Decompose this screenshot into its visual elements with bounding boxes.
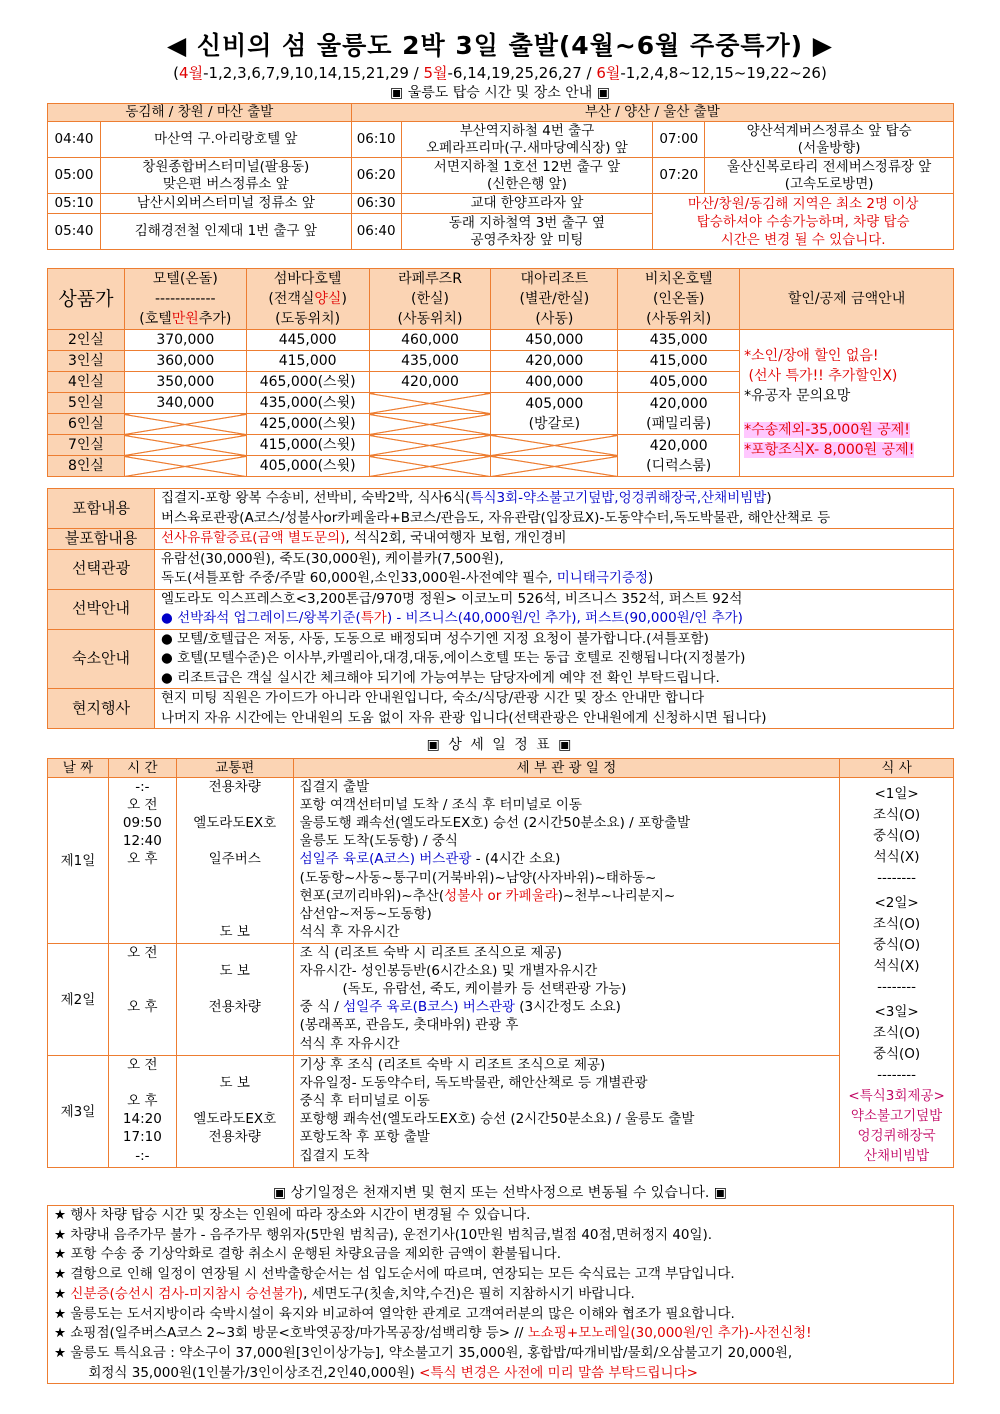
price-table	[47, 268, 954, 477]
note-line: ★ 차량내 음주가무 불가 - 음주가무 행위자(5만원 범칙금), 운전기사(10만원 범칙금,벌점 40점,면허정지 40일).	[54, 1226, 713, 1243]
day-label: 제1일	[48, 778, 109, 944]
dep-place: 동래 지하철역 3번 출구 옆 공영주차장 앞 미팅	[401, 214, 653, 250]
detail-line: 집결지 도착	[299, 1147, 370, 1164]
dep-place: 서면지하철 1호선 12번 출구 앞 (신한은행 앞)	[401, 158, 653, 194]
note-line: ★ 행사 차량 탑승 시간 및 장소는 인원에 따라 장소와 시간이 변경될 수 있습니다.	[54, 1207, 531, 1223]
included-line: 집결지-포항 왕복 수송비, 선박비, 숙박2박, 식사6식(	[161, 490, 471, 506]
head-detail: 세 부 관 광 일 정	[293, 759, 840, 778]
detail-line: 자유일정- 도동약수터, 독도박물관, 해안산책로 등 개별관광	[299, 1075, 648, 1092]
day3-times: 오 전 오 후 14:20 17:10 -:-	[108, 1056, 176, 1168]
room-label: 2인실	[48, 330, 125, 351]
fuel-surcharge: 선사유류할증료(금액 별도문의)	[161, 530, 346, 546]
price-cell: 340,000	[124, 393, 246, 414]
price-cell: 350,000	[124, 372, 246, 393]
note-line: ★ 울릉도는 도서지방이라 숙박시설이 육지와 비교하여 열악한 관계로 고객여러분의 많은 이해와 협조가 필요합니다.	[54, 1305, 735, 1322]
day-label: 제2일	[48, 944, 109, 1056]
unavailable-cell	[491, 435, 618, 456]
day2-detail	[293, 944, 840, 1056]
may-dates: -6,14,19,25,26,27 /	[447, 64, 597, 82]
discount-info	[740, 330, 954, 477]
price-cell: 370,000	[124, 330, 246, 351]
discount-line: *소인/장애 할인 없음!	[744, 348, 879, 364]
lap-sub: (한실)	[411, 291, 449, 307]
price-cell: 415,000(스윗)	[246, 435, 369, 456]
dep-time: 06:10	[351, 122, 401, 158]
excluded-text	[155, 529, 954, 550]
special-meals: 특식3회-약소불고기덮밥,엉겅퀴해장국,산채비빔밥	[470, 490, 767, 506]
dep-time: 05:00	[48, 158, 101, 194]
price-cell: 405,000	[618, 372, 740, 393]
lodging-line: ● 리조트급은 객실 실시간 체크해야 되기에 가능여부는 담당자에게 예약 전 확인 부탁드립니다.	[161, 669, 720, 686]
motel-sub-a: (호텔	[139, 311, 172, 327]
note-text: , 세면도구(칫솔,치약,수건)은 필히 지참하시기 바랍니다.	[303, 1285, 635, 1302]
ship-text	[155, 589, 954, 629]
local-label: 현지행사	[48, 689, 155, 729]
dep-time: 07:20	[653, 158, 705, 194]
room-label: 7인실	[48, 435, 125, 456]
april-dates: -1,2,3,6,7,9,10,14,15,21,29 /	[203, 64, 424, 82]
ship-upgrade-end: ) - 비즈니스(40,000원/인 추가), 퍼스트(90,000원/인 추가)	[386, 610, 743, 626]
schedule-caption: ▣ 상 세 일 정 표 ▣	[426, 737, 574, 753]
detail-line: 조 식 (리조트 숙박 시 리조트 조식으로 제공)	[299, 945, 562, 962]
included-line: 버스육로관광(A코스/성불사or카페울라+B코스/관음도, 자유관람(입장료X)-도동약수터,독도박물관, 해안산책로 등	[161, 509, 831, 526]
meals-day3: <3일> 조식(O) 중식(O) --------	[872, 1004, 921, 1084]
daea-sub: (별관/한실)	[519, 291, 590, 307]
optional-label: 선택관광	[48, 549, 155, 589]
room-label: 3인실	[48, 351, 125, 372]
detail-line: 현포(코끼리바위)~추산(	[299, 887, 445, 904]
price-cell: 400,000	[491, 372, 618, 393]
excluded-line: , 석식2회, 국내여행자 보험, 개인경비	[345, 530, 567, 546]
may-label: 5월	[423, 64, 448, 82]
departure-caption: ▣ 울릉도 탑승 시간 및 장소 안내 ▣	[390, 85, 610, 101]
detail-line: 울릉도행 쾌속선(엘도라도EX호) 승선 (2시간50분소요) / 포항출발	[299, 815, 691, 832]
june-label: 6월	[596, 64, 621, 82]
note-line: ★ 결항으로 인해 일정이 연장될 시 선박출항순서는 섬 입도순서에 따르며, 연장되는 모든 숙식료는 고객 부담입니다.	[54, 1266, 735, 1283]
note-line	[48, 1285, 953, 1305]
daea-title: 대아리조트	[520, 271, 589, 287]
detail-line: 중식 후 터미널로 이동	[299, 1093, 430, 1110]
unavailable-cell	[124, 435, 246, 456]
june-dates: -1,2,4,8~12,15~19,22~26)	[620, 64, 827, 82]
detail-line: (3시간정도 소요)	[514, 999, 621, 1016]
price-cell: 420,000 (디럭스룸)	[618, 435, 740, 477]
day2-transport: 도 보 전용차량	[176, 944, 293, 1056]
detail-line: 삼선암~저동~도동항)	[299, 905, 432, 922]
excluded-label: 불포함내용	[48, 529, 155, 550]
id-required: 신분증(승선시 검사-미지참시 승선불가)	[70, 1285, 304, 1302]
detail-line: (봉래폭포, 관음도, 촛대바위) 관광 후	[299, 1017, 519, 1034]
day1-transport: 전용차량 엘도라도EX호 일주버스 도 보	[176, 778, 293, 944]
lodging-line: ● 모텔/호텔급은 저동, 사동, 도동으로 배정되며 성수기엔 지정 요청이 불가합니다.(셔틀포함)	[161, 630, 709, 647]
departure-notice: 마산/창원/동김해 지역은 최소 2명 이상 탑승하셔야 수송가능하며, 차량 탑승 시간은 변경 될 수 있습니다.	[653, 194, 954, 250]
product-label: 상품가	[48, 269, 125, 330]
dep-time: 05:40	[48, 214, 101, 250]
head-transport: 교통편	[176, 759, 293, 778]
price-cell: 425,000(스윗)	[246, 414, 369, 435]
note-text: ★ 쇼핑점(일주버스A코스 2~3회 방문<호박엿공장/마가목공장/섬백리향 등> //	[54, 1325, 528, 1342]
ship-upgrade: ● 선박좌석 업그레이드/왕복기준(	[161, 610, 361, 626]
note-text: 회정식 35,000원(1인불가/3인이상조건,2인40,000원)	[54, 1364, 420, 1381]
lap-header	[369, 269, 491, 330]
dep-place: 마산역 구.아리랑호텔 앞	[100, 122, 351, 158]
april-label: 4월	[179, 64, 204, 82]
temple-or-cafe: 성불사 or 카페울라	[444, 887, 558, 904]
head-meal: 식 사	[840, 759, 954, 778]
special-price: 특가	[360, 610, 387, 626]
unavailable-cell	[491, 456, 618, 477]
detail-line: (도동항~사동~통구미(거북바위)~남양(사자바위)~태하동~	[299, 869, 657, 886]
price-cell: 450,000	[491, 330, 618, 351]
included-line-end: )	[766, 490, 772, 506]
room-label: 5인실	[48, 393, 125, 414]
price-cell: 435,000	[369, 351, 491, 372]
optional-line: 독도(셔틀포함 주중/주말 60,000원,소인33,000원-사전예약 필수,	[161, 570, 557, 586]
beach-loc: (사동위치)	[646, 311, 712, 327]
price-cell: 420,000	[369, 372, 491, 393]
dep-place: 부산역지하철 4번 출구 오페라프리마(구.새마당예식장) 앞	[401, 122, 653, 158]
detail-line: (독도, 유람선, 죽도, 케이블카 등 선택관광 가능)	[299, 981, 627, 998]
notes-box	[47, 1205, 954, 1384]
course-a: 섬일주 육로(A코스) 버스관광	[299, 851, 472, 868]
detail-line: 집결지 출발	[299, 779, 370, 796]
course-b: 섬일주 육로(B코스) 버스관광	[343, 999, 515, 1016]
price-cell: 445,000	[246, 330, 369, 351]
ship-label: 선박안내	[48, 589, 155, 629]
day3-detail	[293, 1056, 840, 1168]
discount-line: (선사 특가!! 추가할인X)	[744, 368, 898, 384]
dep-time: 07:00	[653, 122, 705, 158]
note-line: ★ 울릉도 특식요금 : 약소구이 37,000원[3인이상가능], 약소불고기 35,000원, 홍합밥/따개비밥/물회/오삼불고기 20,000원,	[54, 1344, 793, 1361]
page-title: ◀ 신비의 섬 울릉도 2박 3일 출발(4월~6월 주중특가) ▶	[166, 31, 833, 60]
departure-head-left: 동김해 / 창원 / 마산 출발	[48, 104, 352, 122]
departure-dates: (4월-1,2,3,6,7,9,10,14,15,21,29 / 5월-6,14,19,25,26,27 / 6월-1,2,4,8~12,15~19,22~26)	[173, 64, 827, 82]
unavailable-cell	[124, 414, 246, 435]
day3-transport: 도 보 엘도라도EX호 전용차량	[176, 1056, 293, 1168]
sumbadi-loc: (도동위치)	[275, 311, 341, 327]
schedule-table	[47, 758, 954, 1168]
lap-loc: (사동위치)	[397, 311, 463, 327]
price-cell: 415,000	[246, 351, 369, 372]
ship-line: 엘도라도 익스프레스호<3,200톤급/970명 정원> 이코노미 526석, 비즈니스 352석, 퍼스트 92석	[161, 590, 743, 607]
optional-line-end: )	[648, 570, 654, 586]
local-text	[155, 689, 954, 729]
note-line	[48, 1364, 953, 1384]
motel-title: 모텔(온돌)	[152, 271, 218, 287]
unavailable-cell	[369, 435, 491, 456]
mini-flag: 미니태극기증정	[556, 570, 649, 586]
price-cell: 420,000	[491, 351, 618, 372]
head-day: 날 짜	[48, 759, 109, 778]
unavailable-cell	[124, 456, 246, 477]
beach-sub: (인온돌)	[652, 291, 705, 307]
motel-header	[124, 269, 246, 330]
motel-sub	[125, 309, 246, 329]
dep-place: 양산석계버스정류소 앞 탑승 (서울방향)	[705, 122, 954, 158]
sumbadi-title: 섬바다호텔	[273, 271, 342, 287]
optional-line: 유람선(30,000원), 죽도(30,000원), 케이블카(7,500원),	[161, 550, 504, 567]
detail-line: 울릉도 도착(도동항) / 중식	[299, 833, 458, 850]
price-cell: 405,000 (방갈로)	[491, 393, 618, 435]
sumbadi-sub-b: 양실	[314, 291, 342, 307]
daea-loc: (사동)	[535, 311, 574, 327]
discount-line: *유공자 문의요망	[744, 388, 851, 404]
special-meals-list: <특식3회제공> 약소불고기덮밥 엉겅퀴해장국 산채비빔밥	[848, 1088, 945, 1165]
dep-time: 06:20	[351, 158, 401, 194]
detail-line: 중 식 /	[299, 999, 344, 1016]
price-cell: 420,000 (패밀리룸)	[618, 393, 740, 435]
note-line: ★ 포항 수송 중 기상악화로 결항 취소시 운행된 차량요금을 제외한 금액이 환불됩니다.	[54, 1246, 561, 1263]
local-line: 나머지 자유 시간에는 안내원의 도움 없이 자유 관광 입니다(선택관광은 안내원에게 신청하시면 됩니다)	[161, 709, 767, 726]
unavailable-cell	[369, 414, 491, 435]
day2-times: 오 전 오 후	[108, 944, 176, 1056]
detail-line: 석식 후 자유시간	[299, 1035, 400, 1052]
sumbadi-sub	[247, 289, 369, 309]
detail-line: 포항 여객선터미널 도착 / 조식 후 터미널로 이동	[299, 797, 582, 814]
meals	[840, 778, 954, 1168]
unavailable-cell	[369, 456, 491, 477]
no-shopping-option: 노쇼핑+모노레일(30,000원/인 추가)-사전신청!	[527, 1325, 812, 1342]
dep-time: 06:40	[351, 214, 401, 250]
price-cell: 435,000(스윗)	[246, 393, 369, 414]
day1-detail	[293, 778, 840, 944]
price-cell: 435,000	[618, 330, 740, 351]
lodging-label: 숙소안내	[48, 629, 155, 689]
dep-place: 김해경전철 인제대 1번 출구 앞	[100, 214, 351, 250]
included-text	[155, 489, 954, 529]
optional-text	[155, 549, 954, 589]
daea-header	[491, 269, 618, 330]
local-line: 현지 미팅 직원은 가이드가 아니라 안내원입니다, 숙소/식당/관광 시간 및 장소 안내만 합니다	[161, 690, 705, 706]
dep-place: 창원종합버스터미널(팔용동) 맞은편 버스정류소 앞	[100, 158, 351, 194]
motel-sub-c: 추가)	[198, 311, 232, 327]
price-cell: 460,000	[369, 330, 491, 351]
detail-line: - (4시간 소요)	[471, 851, 561, 868]
lap-title: 라페루즈R	[398, 271, 462, 287]
dep-time: 05:10	[48, 194, 101, 214]
departure-head-right: 부산 / 양산 / 울산 출발	[351, 104, 953, 122]
room-label: 6인실	[48, 414, 125, 435]
detail-line: 자유시간- 성인봉등반(6시간소요) 및 개별자유시간	[299, 963, 598, 980]
sumbadi-header	[246, 269, 369, 330]
dep-place: 울산신복로타리 전세버스정류장 앞 (고속도로방면)	[705, 158, 954, 194]
sumbadi-sub-c: )	[341, 291, 347, 307]
price-cell: 405,000(스윗)	[246, 456, 369, 477]
room-label: 4인실	[48, 372, 125, 393]
discount-line: *수송제외-35,000원 공제!	[744, 422, 910, 438]
beach-header	[618, 269, 740, 330]
detail-line: 포항행 쾌속선(엘도라도EX호) 승선 (2시간50분소요) / 울릉도 출발	[299, 1111, 695, 1128]
price-cell: 465,000(스윗)	[246, 372, 369, 393]
note-line	[48, 1324, 953, 1344]
detail-line: 기상 후 조식 (리조트 숙박 시 리조트 조식으로 제공)	[299, 1057, 606, 1074]
info-table	[47, 488, 954, 729]
departure-table	[47, 103, 954, 250]
included-label: 포함내용	[48, 489, 155, 529]
day-label: 제3일	[48, 1056, 109, 1168]
dep-place: 남산시외버스터미널 정류소 앞	[100, 194, 351, 214]
detail-line: )~천부~나리분지~	[557, 887, 676, 904]
beach-title: 비치온호텔	[644, 271, 713, 287]
detail-line: 석식 후 자유시간	[299, 923, 400, 940]
star: ★	[54, 1285, 71, 1302]
detail-line: 포항도착 후 포항 출발	[299, 1129, 430, 1146]
price-cell: 360,000	[124, 351, 246, 372]
meals-day2: <2일> 조식(O) 중식(O) 석식(X) --------	[872, 895, 921, 996]
dep-place: 교대 한양프라자 앞	[401, 194, 653, 214]
change-note: ▣ 상기일정은 천재지변 및 현지 또는 선박사정으로 변동될 수 있습니다. ▣	[272, 1185, 728, 1201]
meals-day1: <1일> 조식(O) 중식(O) 석식(X) --------	[872, 786, 921, 887]
lodging-text	[155, 629, 954, 689]
discount-header: 할인/공제 금액안내	[740, 269, 954, 330]
discount-line: *포항조식X- 8,000원 공제!	[744, 442, 915, 458]
dep-time: 06:30	[351, 194, 401, 214]
sumbadi-sub-a: (전객실	[268, 291, 315, 307]
meal-change-note: <특식 변경은 사전에 미리 말씀 부탁드립니다>	[419, 1364, 698, 1381]
dep-time: 04:40	[48, 122, 101, 158]
head-time: 시 간	[108, 759, 176, 778]
room-label: 8인실	[48, 456, 125, 477]
motel-dash: ------------	[154, 291, 216, 307]
unavailable-cell	[369, 393, 491, 414]
lodging-line: ● 호텔(모텔수준)은 이사부,카멜리아,대경,대동,에이스호텔 또는 동급 호텔로 진행됩니다(지정불가)	[161, 650, 746, 666]
price-cell: 415,000	[618, 351, 740, 372]
day1-times: -:- 오 전 09:50 12:40 오 후	[108, 778, 176, 944]
motel-sub-b: 만원	[171, 311, 199, 327]
